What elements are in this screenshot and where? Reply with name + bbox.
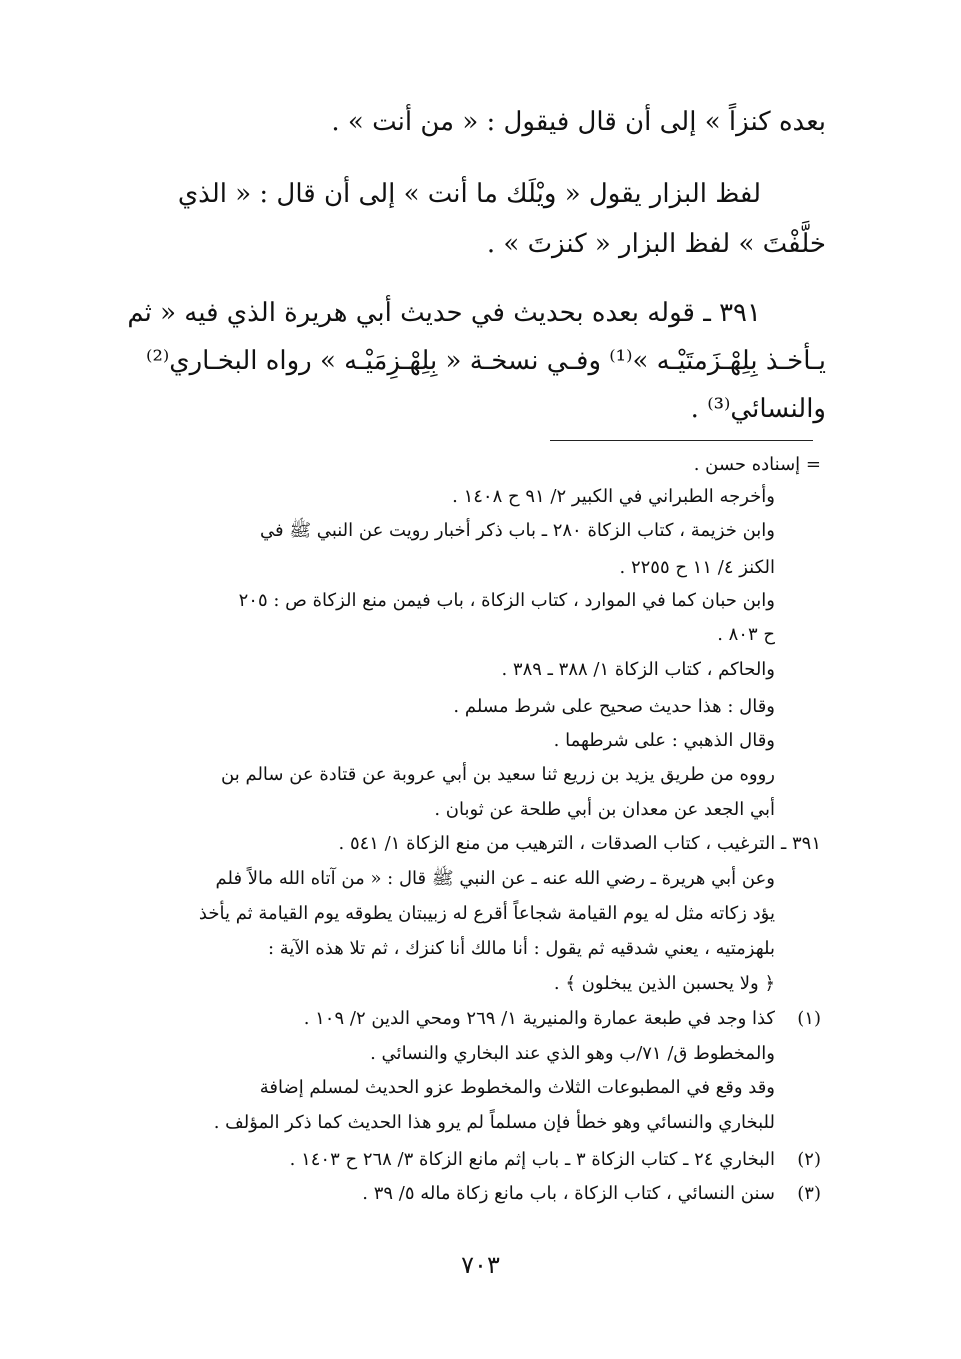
footnote-line: ٣٩١ ـ الترغيب ، كتاب الصدقات ، الترهيب من منع الزكاة ١/ ٥٤١ . xyxy=(338,833,821,854)
footnote-line: وعن أبي هريرة ـ رضي الله عنه ـ عن النبي ﷺ قال : « من آتاه الله مالاً فلم xyxy=(215,868,775,889)
page-number: ٧٠٣ xyxy=(461,1251,500,1279)
footnote-line: وقال الذهبي : على شرطهما . xyxy=(553,730,775,751)
main-text-line: يـأخـذ بِلِهْـزَمتَيْـه »⁽¹⁾ وفـي نسخـة « بِلِهْـزِمَيْـه » رواه البخـاري⁽²⁾ xyxy=(146,346,826,376)
footnote-number: (١) xyxy=(797,1008,821,1029)
footnote-line: الكنز ٤/ ١١ ح ٢٢٥٥ . xyxy=(619,557,775,578)
footnote-line: أبي الجعد عن معدان بن أبي طلحة عن ثوبان . xyxy=(434,799,775,820)
footnote-number: (٢) xyxy=(797,1149,821,1170)
footnote-line: سنن النسائي ، كتاب الزكاة ، باب مانع زكاة ماله ٥/ ٣٩ . xyxy=(362,1183,775,1204)
footnote-line: البخاري ٢٤ ـ كتاب الزكاة ٣ ـ باب إثم مانع الزكاة ٣/ ٢٦٨ ح ١٤٠٣ . xyxy=(289,1149,775,1170)
main-text-line: بعده كنزاً » إلى أن قال فيقول : « من أنت » . xyxy=(331,107,826,137)
footnote-line: والمخطوط ق/ ٧١/ب وهو الذي عند البخاري والنسائي . xyxy=(370,1043,775,1064)
footnote-line: = إسناده حسن . xyxy=(693,454,821,475)
footnote-line: وابن حبان كما في الموارد ، كتاب الزكاة ، باب فيمن منع الزكاة ص : ٢٠٥ xyxy=(238,590,775,611)
footnote-separator xyxy=(550,440,813,441)
footnote-number: (٣) xyxy=(797,1183,821,1204)
footnote-line: يؤد زكاته مثل له يوم القيامة شجاعاً أقرع له زبيبتان يطوقه يوم القيامة ثم يأخذ xyxy=(198,903,775,924)
main-text-line: ٣٩١ ـ قوله بعده بحديث في حديث أبي هريرة الذي فيه « ثم xyxy=(127,298,761,328)
main-text-line: والنسائي⁽³⁾ . xyxy=(690,394,826,424)
footnote-line: وقال : هذا حديث صحيح على شرط مسلم . xyxy=(453,696,775,717)
footnote-line: رووه من طريق يزيد بن زريع ثنا سعيد بن أبي عروبة عن قتادة عن سالم بن xyxy=(221,764,775,785)
footnote-line: وابن خزيمة ، كتاب الزكاة ٢٨٠ ـ باب ذكر أخبار رويت عن النبي ﷺ في xyxy=(260,520,775,541)
footnote-line: للبخاري والنسائي وهو خطأ فإن مسلماً لم يرو هذا الحديث كما ذكر المؤلف . xyxy=(213,1112,775,1133)
main-text-line: خلَّفْتَ » لفظ البزار « كنزتَ » . xyxy=(486,229,826,259)
footnote-line: وقد وقع في المطبوعات الثلاث والمخطوط عزو الحديث لمسلم إضافة xyxy=(259,1077,775,1098)
footnote-line: ح ٨٠٣ . xyxy=(717,624,775,645)
main-text-line: لفظ البزار يقول « ويْلَك ما أنت » إلى أن قال : « الذي xyxy=(177,179,761,209)
footnote-line: كذا وجد في طبعة عمارة والمنيرية ١/ ٢٦٩ ومحي الدين ٢/ ١٠٩ . xyxy=(303,1008,775,1029)
footnote-line: ﴿ ولا يحسبن الذين يبخلون ﴾ . xyxy=(553,973,775,994)
footnote-line: والحاكم ، كتاب الزكاة ١/ ٣٨٨ ـ ٣٨٩ . xyxy=(501,659,775,680)
footnote-line: وأخرجه الطبراني في الكبير ٢/ ٩١ ح ١٤٠٨ . xyxy=(452,486,775,507)
footnote-line: بلهزمتيه ، يعني شدقيه ثم يقول : أنا مالك أنا كنزك ، ثم تلا هذه الآية : xyxy=(267,938,775,959)
